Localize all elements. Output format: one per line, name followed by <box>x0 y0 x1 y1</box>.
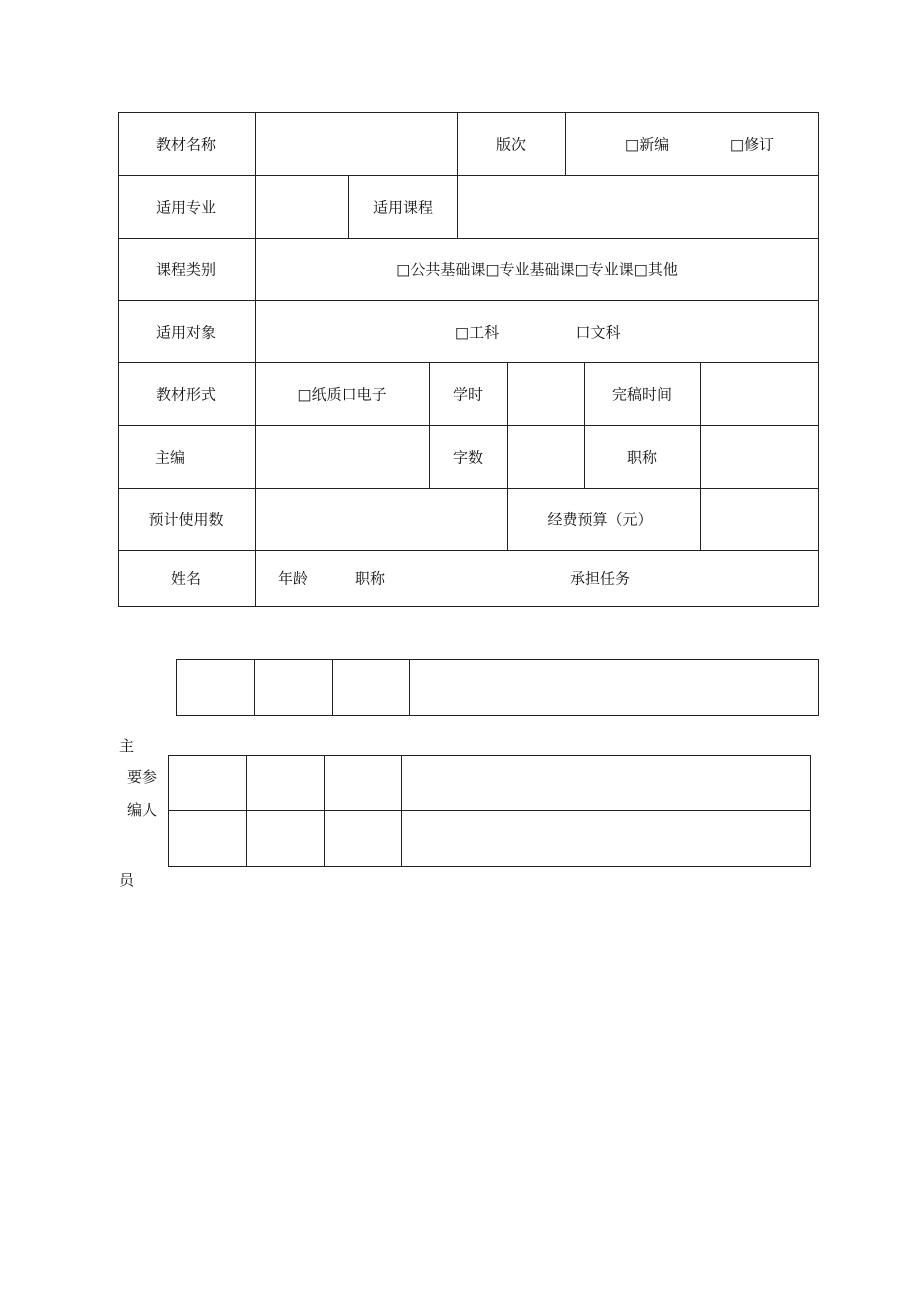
label-applicable-course: 适用课程 <box>372 198 434 217</box>
participant-age-cell[interactable] <box>247 811 324 866</box>
table-divider <box>507 488 508 551</box>
option-liberal-arts-checkbox[interactable]: 口文科 <box>575 323 621 342</box>
side-label-participating: 要参 <box>127 768 158 786</box>
participant-task-cell[interactable] <box>410 660 818 715</box>
textbook-name-field[interactable] <box>256 113 457 175</box>
participant-age-cell[interactable] <box>255 660 332 715</box>
estimated-usage-field[interactable] <box>256 489 507 550</box>
label-budget: 经费预算（元） <box>547 510 653 529</box>
course-category-options[interactable]: □公共基础课□专业基础课□专业课□其他 <box>396 260 678 279</box>
label-completion-date: 完稿时间 <box>611 385 673 404</box>
label-textbook-name: 教材名称 <box>155 135 217 154</box>
participant-title-cell[interactable] <box>333 660 409 715</box>
table-divider <box>118 550 819 551</box>
completion-date-field[interactable] <box>701 363 818 425</box>
label-edition: 版次 <box>495 135 527 154</box>
label-professional-title: 职称 <box>626 448 658 467</box>
option-revised-edition-checkbox[interactable]: □修订 <box>729 135 775 154</box>
side-label-editors: 编人 <box>127 801 158 819</box>
applicable-course-field[interactable] <box>458 176 818 238</box>
professional-title-field[interactable] <box>701 426 818 488</box>
word-count-field[interactable] <box>508 426 584 488</box>
label-word-count: 字数 <box>452 448 484 467</box>
class-hours-field[interactable] <box>508 363 584 425</box>
table-border-right <box>818 112 819 607</box>
table-border-bottom <box>118 606 819 607</box>
label-chief-editor: 主编 <box>154 448 186 467</box>
option-engineering-checkbox[interactable]: □工科 <box>454 323 500 342</box>
table-border-top <box>118 112 819 113</box>
participant-task-cell[interactable] <box>402 756 810 810</box>
participant-title-cell[interactable] <box>325 756 401 810</box>
table-divider <box>118 238 819 239</box>
participant-name-cell[interactable] <box>177 660 254 715</box>
participant-age-cell[interactable] <box>247 756 324 810</box>
table-divider <box>584 362 585 489</box>
column-header-task: 承担任务 <box>569 569 631 588</box>
participant-title-cell[interactable] <box>325 811 401 866</box>
participant-name-cell[interactable] <box>169 811 246 866</box>
table-divider <box>348 175 349 239</box>
label-course-category: 课程类别 <box>155 260 217 279</box>
label-class-hours: 学时 <box>452 385 484 404</box>
participant-name-cell[interactable] <box>169 756 246 810</box>
column-header-title: 职称 <box>355 569 386 588</box>
side-label-members: 员 <box>119 871 135 889</box>
side-label-main: 主 <box>119 737 135 755</box>
column-header-age: 年龄 <box>278 569 309 588</box>
table-divider <box>429 362 430 489</box>
label-applicable-major: 适用专业 <box>155 198 217 217</box>
label-textbook-format: 教材形式 <box>155 385 217 404</box>
column-header-name: 姓名 <box>170 569 202 588</box>
table-divider <box>457 112 458 176</box>
textbook-format-options[interactable]: □纸质口电子 <box>297 385 387 404</box>
budget-field[interactable] <box>701 489 818 550</box>
participant-task-cell[interactable] <box>402 811 810 866</box>
table-divider <box>118 300 819 301</box>
table-divider <box>565 112 566 176</box>
option-new-edition-checkbox[interactable]: □新编 <box>624 135 670 154</box>
label-target-audience: 适用对象 <box>155 323 217 342</box>
chief-editor-field[interactable] <box>256 426 429 488</box>
applicable-major-field[interactable] <box>256 176 348 238</box>
label-estimated-usage: 预计使用数 <box>148 510 224 529</box>
table-border-left <box>118 112 119 607</box>
